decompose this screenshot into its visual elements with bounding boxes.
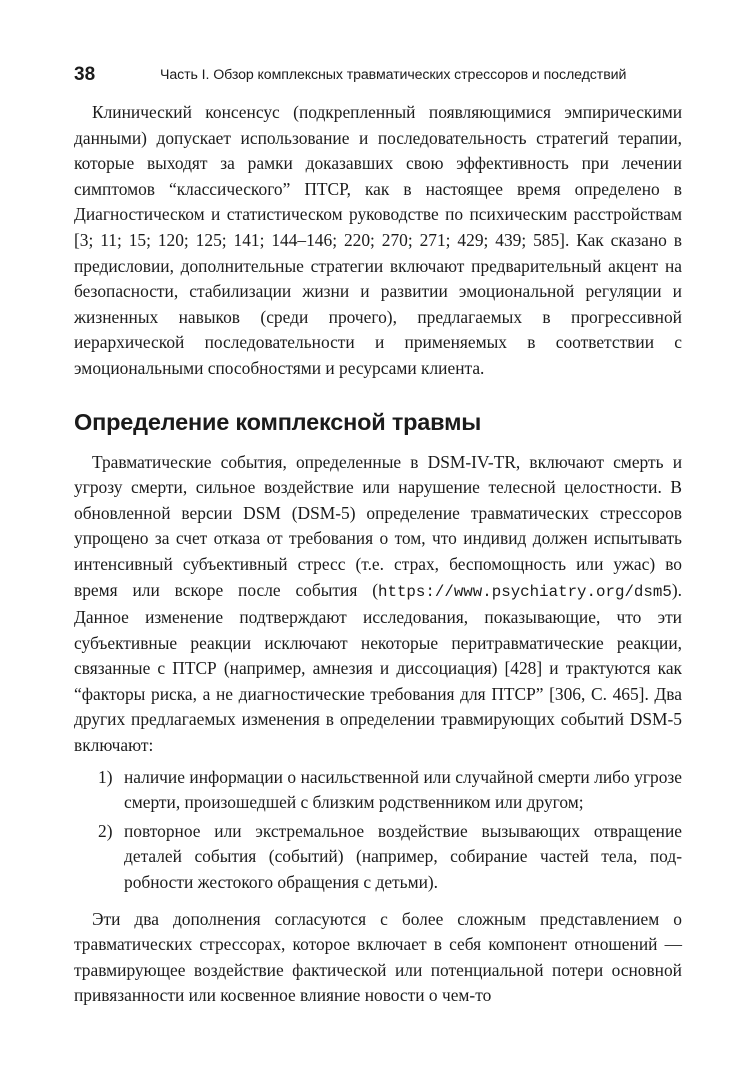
running-header-title: Часть I. Обзор комплексных травматических стрессоров и последствий <box>160 67 627 83</box>
list-item-marker: 2) <box>98 820 113 841</box>
list-item-marker: 1) <box>98 766 113 787</box>
definition-paragraph <box>74 450 682 759</box>
list-item-text: наличие информации о насильственной или случайной смерти либо угрозе смерти, произошедшей с близким родственником или другом; <box>124 766 682 813</box>
list-item <box>74 765 682 816</box>
list-item <box>74 819 682 896</box>
dsm5-url-link[interactable]: https://www.psychiatry.org/dsm5 <box>377 582 672 601</box>
list-item-text: повторное или экстремальное воздействие вызывающих отвращение деталей события (событий) (например, собирание частей тела, подробности жестокого обращения с детьми). <box>124 820 682 893</box>
section-heading: Определение комплексной травмы <box>74 408 482 435</box>
intro-paragraph: Клинический консенсус (подкрепленный появляющимися эмпирическими данными) допускает использование и последовательность стратегий терапии, которые выходят за рамки доказавших свою эффективность при лечении симптомов “классического” ПТСР, как в настоящее время определено в Диагностическом и статистическом руководстве по психическим расстройствам [3; 11; 15; 120; 125; 141; 144–146; 220; 270; 271; 429; 439; 585]. Как сказано в предисловии, дополнительные стратегии включают предварительный акцент на безопасности, стабилизации жизни и развитии эмоциональной регуляции и жизненных навыков (среди прочего), предлагаемых в прогрессивной иерархической последовательности и применяемых в соответствии с эмоциональными способностями и ресурсами клиента. <box>74 102 682 378</box>
page-body <box>74 100 682 1009</box>
running-header <box>74 62 682 86</box>
definition-text-start: Травматические события, определенные в DSM-IV-TR, включают смерть и угрозу смерти, сильное воздействие или нарушение телесной целостности. В обновленной версии DSM (DSM-5) определение травматических стрессоров упрощено за счет отказа от требования о том, что индивид должен испытывать интенсивный субъективный стресс (т.е. страх, беспомощность или ужас) во время или вскоре после события ( <box>74 451 682 600</box>
changes-list <box>74 765 682 896</box>
closing-paragraph: Эти два дополнения согласуются с более сложным представлением о травматических стрессорах, которое включает в себя компонент отношений — травмирующее воздействие фактической или потенциальной потери основной привязанности или косвенное влияние новости о чем-то <box>74 908 682 1006</box>
definition-text-end: ). Данное изменение подтверждают исследования, показывающие, что эти субъективные реакции исключают некоторые перитравматические реакции, связанные с ПТСР (например, амнезия и диссоциация) [428] и трактуются как “факторы риска, а не диагностические требования для ПТСР” [306, С. 465]. Два других предлагаемых изменения в определении травмирующих событий DSM-5 включают: <box>74 579 682 756</box>
page-number: 38 <box>74 64 96 85</box>
